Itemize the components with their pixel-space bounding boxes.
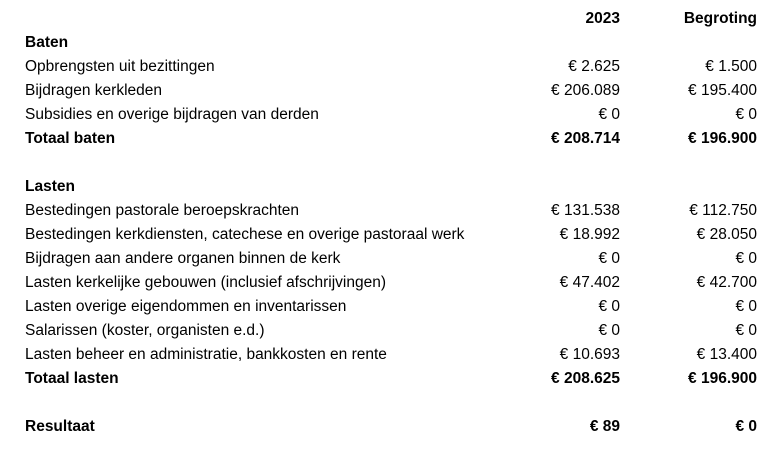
result-row xyxy=(0,415,775,439)
row-label: Bestedingen pastorale beroepskrachten xyxy=(25,202,300,219)
table-row xyxy=(0,223,775,247)
row-value-2023: € 206.089 xyxy=(551,82,620,99)
total-row-baten xyxy=(0,127,775,151)
row-label: Lasten beheer en administratie, bankkosten en rente xyxy=(25,346,387,363)
table-row xyxy=(0,271,775,295)
total-value-2023: € 208.714 xyxy=(551,130,620,147)
row-value-2023: € 2.625 xyxy=(568,58,620,75)
row-label: Lasten overige eigendommen en inventarissen xyxy=(25,298,347,315)
row-label: Subsidies en overige bijdragen van derden xyxy=(25,106,319,123)
row-value-2023: € 0 xyxy=(598,106,620,123)
row-value-2023: € 0 xyxy=(598,322,620,339)
row-value-begroting: € 195.400 xyxy=(688,82,757,99)
row-value-begroting: € 112.750 xyxy=(689,202,757,219)
column-header-row xyxy=(0,7,775,31)
row-label: Salarissen (koster, organisten e.d.) xyxy=(25,322,265,339)
section-title-baten xyxy=(0,31,775,55)
row-label: Bijdragen aan andere organen binnen de kerk xyxy=(25,250,341,267)
row-value-begroting: € 0 xyxy=(735,250,757,267)
row-value-2023: € 0 xyxy=(598,250,620,267)
section-title-lasten xyxy=(0,175,775,199)
section-title-label: Baten xyxy=(25,34,69,51)
table-row xyxy=(0,199,775,223)
table-row xyxy=(0,103,775,127)
row-label: Lasten kerkelijke gebouwen (inclusief afschrijvingen) xyxy=(25,274,386,291)
total-value-begroting: € 196.900 xyxy=(688,370,757,387)
total-row-lasten xyxy=(0,367,775,391)
row-value-2023: € 18.992 xyxy=(559,226,620,243)
row-value-begroting: € 42.700 xyxy=(696,274,757,291)
row-label: Bijdragen kerkleden xyxy=(25,82,163,99)
column-header-2023: 2023 xyxy=(585,10,620,27)
row-value-begroting: € 28.050 xyxy=(696,226,757,243)
result-value-begroting: € 0 xyxy=(735,418,757,435)
section-title-label: Lasten xyxy=(25,178,75,195)
total-label: Totaal baten xyxy=(25,130,116,147)
row-label: Bestedingen kerkdiensten, catechese en overige pastoraal werk xyxy=(25,226,465,243)
row-value-begroting: € 0 xyxy=(735,298,757,315)
result-value-2023: € 89 xyxy=(589,418,620,435)
row-value-2023: € 10.693 xyxy=(559,346,620,363)
row-label: Opbrengsten uit bezittingen xyxy=(25,58,215,75)
table-row xyxy=(0,55,775,79)
row-value-begroting: € 13.400 xyxy=(696,346,757,363)
column-header-begroting: Begroting xyxy=(683,10,757,27)
table-row xyxy=(0,79,775,103)
row-value-begroting: € 1.500 xyxy=(705,58,757,75)
table-row xyxy=(0,295,775,319)
row-value-2023: € 47.402 xyxy=(559,274,620,291)
table-row xyxy=(0,343,775,367)
row-value-2023: € 0 xyxy=(598,298,620,315)
total-label: Totaal lasten xyxy=(25,370,119,387)
table-row xyxy=(0,247,775,271)
result-label: Resultaat xyxy=(25,418,95,435)
total-value-2023: € 208.625 xyxy=(551,370,620,387)
total-value-begroting: € 196.900 xyxy=(688,130,757,147)
row-value-2023: € 131.538 xyxy=(551,202,620,219)
row-value-begroting: € 0 xyxy=(735,322,757,339)
table-row xyxy=(0,319,775,343)
row-value-begroting: € 0 xyxy=(735,106,757,123)
